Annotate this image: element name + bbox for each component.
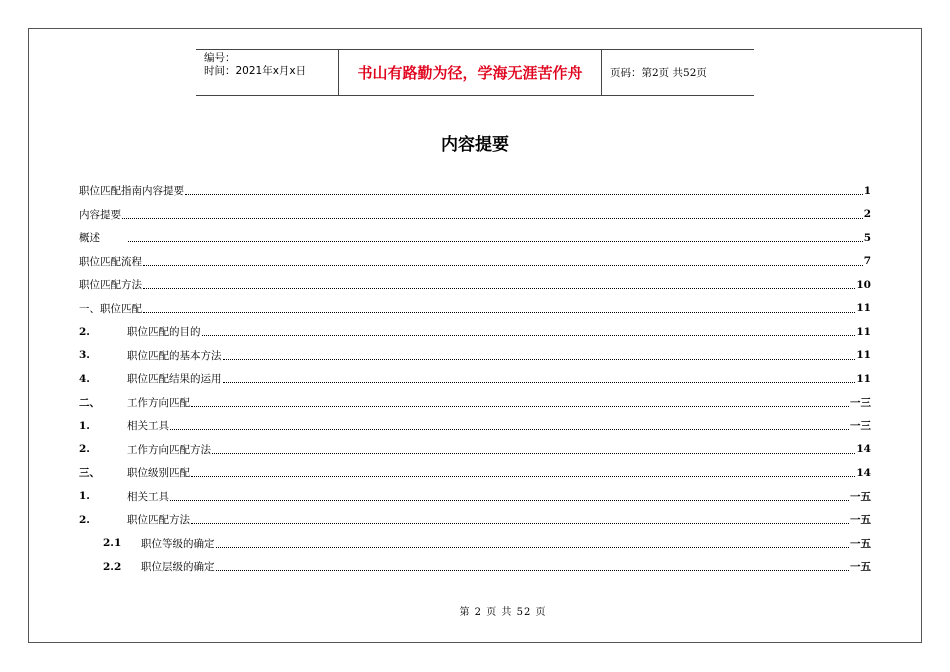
toc-entry-title: 相关工具 [127,420,169,433]
toc-entry[interactable] [79,297,871,321]
toc-entry[interactable] [79,555,871,579]
toc-entry-number: 1. [79,490,90,503]
toc-entry-number: 3. [79,349,90,362]
toc-entry[interactable] [79,391,871,415]
toc-entry[interactable] [79,203,871,227]
toc-leader-dots [170,500,849,501]
toc-entry-title: 工作方向匹配方法 [127,443,211,456]
document-time-label: 时间：2021年x月x日 [204,65,307,77]
toc-entry[interactable] [79,367,871,391]
toc-entry-title: 相关工具 [127,490,169,503]
toc-entry-title: 职位匹配结果的运用 [127,373,222,386]
toc-entry-page: 一三 [850,420,871,433]
toc-entry-number: 2. [79,443,90,456]
toc-entry-page: 一五 [850,561,871,574]
table-of-contents [79,179,871,579]
toc-entry-page: 7 [863,255,871,268]
toc-entry-title: 职位匹配流程 [79,255,142,268]
toc-entry[interactable] [79,414,871,438]
toc-entry-page: 一五 [850,490,871,503]
toc-entry-number: 4. [79,372,90,385]
toc-entry[interactable] [79,532,871,556]
toc-leader-dots [128,241,863,242]
toc-entry-number: 2.2 [103,560,122,573]
toc-leader-dots [143,288,855,289]
toc-entry-page: 一五 [850,514,871,527]
toc-entry-page: 1 [863,184,871,197]
toc-leader-dots [223,382,856,383]
toc-leader-dots [191,523,849,524]
toc-entry-title: 一、职位匹配 [79,302,142,315]
toc-entry-title: 内容提要 [79,208,121,221]
toc-leader-dots [122,218,863,219]
header-motto: 书山有路勤为径，学海无涯苦作舟 [338,50,602,95]
toc-entry[interactable] [79,461,871,485]
toc-leader-dots [223,359,856,360]
header-page-info: 页码：第2页 共52页 [610,67,707,79]
document-title: 内容提要 [441,135,509,155]
toc-entry-page: 5 [863,231,871,244]
toc-entry[interactable] [79,250,871,274]
toc-entry-title: 职位层级的确定 [141,561,215,574]
toc-entry[interactable] [79,320,871,344]
toc-entry-page: 11 [856,325,871,338]
toc-entry-page: 11 [856,302,871,315]
toc-entry[interactable] [79,508,871,532]
header-meta-cell [196,50,338,95]
toc-entry-title: 职位匹配指南内容提要 [79,185,184,198]
toc-entry-title: 工作方向匹配 [127,396,190,409]
toc-entry-number: 2. [79,513,90,526]
toc-entry-title: 职位匹配方法 [79,279,142,292]
toc-entry-title: 职位匹配方法 [127,514,190,527]
toc-entry-title: 职位等级的确定 [141,537,215,550]
toc-leader-dots [143,312,855,313]
toc-entry-page: 14 [856,466,871,479]
toc-entry-number: 二、 [79,396,100,409]
toc-entry[interactable] [79,438,871,462]
toc-entry-page: 10 [856,278,871,291]
toc-entry[interactable] [79,179,871,203]
page-header [196,49,754,96]
toc-entry-page: 2 [863,208,871,221]
toc-entry-page: 11 [856,372,871,385]
toc-leader-dots [216,570,850,571]
toc-leader-dots [143,265,863,266]
page-footer: 第 2 页 共 52 页 [459,607,547,618]
toc-entry[interactable] [79,226,871,250]
toc-leader-dots [216,547,850,548]
toc-entry-title: 职位级别匹配 [127,467,190,480]
toc-entry[interactable] [79,344,871,368]
toc-entry-title: 职位匹配的基本方法 [127,349,222,362]
toc-entry-page: 11 [856,349,871,362]
toc-entry-number: 2.1 [103,537,122,550]
document-number-label: 编号： [204,52,236,64]
toc-entry[interactable] [79,485,871,509]
toc-leader-dots [170,429,849,430]
toc-leader-dots [185,194,863,195]
toc-entry-page: 一三 [850,396,871,409]
toc-leader-dots [202,335,856,336]
toc-leader-dots [191,406,849,407]
toc-entry-page: 一五 [850,537,871,550]
toc-leader-dots [191,476,855,477]
toc-entry-page: 14 [856,443,871,456]
toc-entry-title: 职位匹配的目的 [127,326,201,339]
toc-leader-dots [212,453,855,454]
toc-entry-title: 概述 [79,232,100,245]
toc-entry[interactable] [79,273,871,297]
toc-entry-number: 1. [79,419,90,432]
toc-entry-number: 2. [79,325,90,338]
toc-entry-number: 三、 [79,467,100,480]
